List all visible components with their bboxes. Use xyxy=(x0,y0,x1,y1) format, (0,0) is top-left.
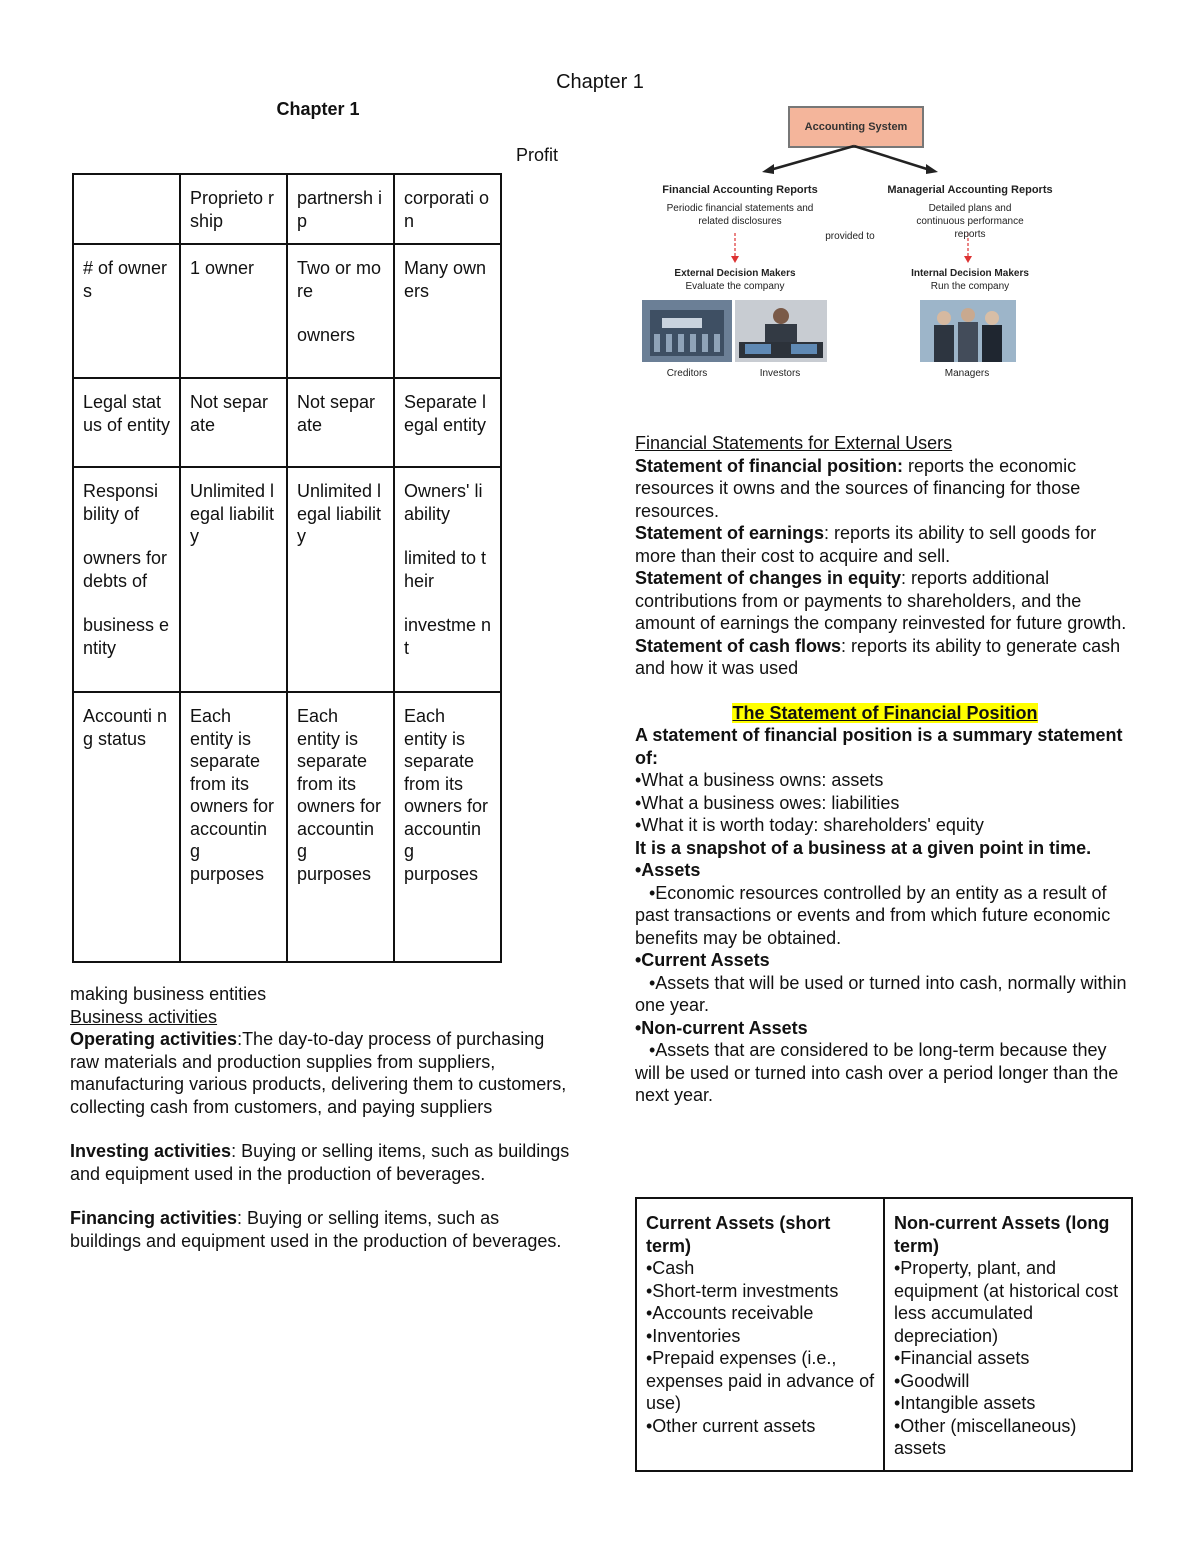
cell-text: Many owners xyxy=(404,258,487,301)
financing-text: : Buying or selling items, such as buildings and equipment used in the production of beverages. xyxy=(70,1208,562,1251)
list-item: •Other (miscellaneous) assets xyxy=(894,1415,1077,1458)
table-cell xyxy=(394,244,501,378)
cell-text: owners for debts of xyxy=(83,548,168,591)
bullet-item: •What a business owes: liabilities xyxy=(635,792,900,813)
managers-photo xyxy=(920,300,1016,362)
cell-text: Separate legal entity xyxy=(404,392,487,435)
operating-text: :The day-to-day process of purchasing raw materials and production supplies from suppliers, manufacturing various products, delivering them to customers, collecting cash from customers, and paying suppliers xyxy=(70,1029,567,1117)
entity-table xyxy=(72,173,502,963)
list-item: •Goodwill xyxy=(894,1370,970,1391)
intro-text: making business entities xyxy=(70,984,267,1004)
list-item: •Other current assets xyxy=(646,1415,816,1436)
table-cell xyxy=(73,174,180,244)
table-cell xyxy=(73,467,180,692)
list-item: •Intangible assets xyxy=(894,1393,1036,1413)
list-item: •Cash xyxy=(646,1258,695,1278)
business-activities-heading: Business activities xyxy=(70,1006,218,1027)
table-header-proprietorship: Proprieto rship xyxy=(180,174,287,244)
statement-paragraph xyxy=(635,635,1135,680)
noncurrent-assets-label: •Non-current Assets xyxy=(635,1017,808,1038)
cell-text: Two or more xyxy=(297,258,382,301)
cell-text: Each entity is separate from its owners for accountin g purposes xyxy=(297,706,382,884)
assets-table xyxy=(635,1197,1133,1472)
statement-label: Statement of financial position: xyxy=(635,455,904,476)
current-assets-title: Current Assets (short term) xyxy=(646,1213,831,1256)
cell-text: owners xyxy=(297,325,356,345)
bullet-item: •What a business owns: assets xyxy=(635,770,884,790)
table-cell xyxy=(287,467,394,692)
financial-reports-desc: Periodic financial statements and related disclosures xyxy=(666,203,814,227)
table-cell xyxy=(394,467,501,692)
current-assets-cell xyxy=(636,1198,884,1471)
creditors-photo xyxy=(642,300,732,362)
provided-to-label: provided to xyxy=(825,231,875,242)
investing-text: : Buying or selling items, such as buildings and equipment used in the production of beverages. xyxy=(70,1141,570,1184)
cell-text: Responsi bility of xyxy=(83,481,159,524)
managerial-reports-title: Managerial Accounting Reports xyxy=(887,184,1053,196)
external-decision-makers-desc: Evaluate the company xyxy=(685,281,785,292)
sfp-title-row xyxy=(635,702,1135,725)
table-row xyxy=(73,467,501,692)
external-decision-makers-title: External Decision Makers xyxy=(674,268,796,279)
assets-label: •Assets xyxy=(635,860,701,880)
list-item: •Inventories xyxy=(646,1325,741,1346)
table-cell xyxy=(180,378,287,467)
statement-label: Statement of changes in equity xyxy=(635,568,902,588)
table-row xyxy=(73,692,501,962)
operating-label: Operating activities xyxy=(70,1029,238,1049)
investing-paragraph xyxy=(70,1140,570,1185)
table-cell xyxy=(73,244,180,378)
chapter-subtitle: Chapter 1 xyxy=(276,99,360,119)
list-item: •Accounts receivable xyxy=(646,1303,814,1323)
snapshot-text: It is a snapshot of a business at a given point in time. xyxy=(635,837,1092,858)
table-header-partnership: partnersh ip xyxy=(287,174,394,244)
list-item: •Property, plant, and equipment (at historical cost less accumulated depreciation) xyxy=(894,1258,1119,1346)
cell-text: business entity xyxy=(83,615,170,658)
table-cell xyxy=(180,467,287,692)
noncurrent-assets-definition: •Assets that are considered to be long-term because they will be used or turned into cash over a period longer than the next year. xyxy=(635,1040,1119,1105)
table-cell xyxy=(73,378,180,467)
page-title: Chapter 1 xyxy=(556,71,644,93)
cell-text: Not separate xyxy=(297,392,376,435)
statement-label: Statement of cash flows xyxy=(635,635,842,656)
statement-paragraph xyxy=(635,455,1135,523)
table-cell xyxy=(287,244,394,378)
investing-label: Investing activities xyxy=(70,1141,232,1161)
investors-photo xyxy=(735,300,827,362)
noncurrent-assets-title: Non-current Assets (long term) xyxy=(894,1213,1110,1256)
table-row xyxy=(73,378,501,467)
cell-text: limited to their xyxy=(404,548,487,591)
table-cell xyxy=(180,692,287,962)
assets-definition: •Economic resources controlled by an entity as a result of past transactions or events and from which future economic benefits may be obtained. xyxy=(635,882,1111,948)
bullet-item: •What it is worth today: shareholders' equity xyxy=(635,815,984,835)
table-row xyxy=(73,244,501,378)
current-assets-definition: •Assets that will be used or turned into cash, normally within one year. xyxy=(635,972,1127,1015)
business-activities-section xyxy=(70,983,570,1252)
table-cell xyxy=(73,692,180,962)
cell-text: investme nt xyxy=(404,615,492,658)
cell-text: Each entity is separate from its owners for accountin g purposes xyxy=(190,706,275,884)
statement-text: : reports its ability to sell goods for more than their cost to acquire and sell. xyxy=(635,523,1097,566)
table-row xyxy=(636,1198,1132,1471)
table-header-corporation: corporati on xyxy=(394,174,501,244)
statement-label: Statement of earnings xyxy=(635,523,825,543)
managerial-reports-desc: Detailed plans and continuous performance reports xyxy=(916,203,1024,240)
creditors-label: Creditors xyxy=(666,368,708,379)
accounting-system-diagram xyxy=(640,100,1070,385)
internal-decision-makers-title: Internal Decision Makers xyxy=(911,268,1029,279)
table-row xyxy=(73,174,501,244)
financial-statements-section xyxy=(635,432,1135,1107)
internal-decision-makers-desc: Run the company xyxy=(930,281,1010,292)
current-assets-label: •Current Assets xyxy=(635,950,770,970)
financing-label: Financing activities xyxy=(70,1208,238,1228)
noncurrent-assets-cell xyxy=(884,1198,1132,1471)
accounting-system-box: Accounting System xyxy=(788,106,924,148)
managers-label: Managers xyxy=(944,368,990,379)
list-item: •Prepaid expenses (i.e., expenses paid in advance of use) xyxy=(646,1348,875,1413)
list-item: •Short-term investments xyxy=(646,1280,839,1301)
sfp-title: The Statement of Financial Position xyxy=(732,702,1038,723)
list-item: •Financial assets xyxy=(894,1348,1030,1368)
table-cell xyxy=(287,378,394,467)
cell-text: Each entity is separate from its owners for accountin g purposes xyxy=(404,706,489,884)
cell-text: # of owners xyxy=(83,258,168,301)
external-users-heading: Financial Statements for External Users xyxy=(635,433,953,453)
operating-paragraph xyxy=(70,1028,570,1118)
financial-reports-title: Financial Accounting Reports xyxy=(662,184,818,196)
table-cell xyxy=(394,692,501,962)
table-cell xyxy=(394,378,501,467)
cell-text: Accounti ng status xyxy=(83,706,168,749)
statement-text: : reports additional contributions from or payments to shareholders, and the amount of earnings the company reinvested for future growth. xyxy=(635,568,1127,633)
profit-label: Profit xyxy=(516,145,559,165)
statement-text: : reports its ability to generate cash and how it was used xyxy=(635,635,1121,678)
investors-label: Investors xyxy=(759,368,801,379)
table-cell xyxy=(287,692,394,962)
financing-paragraph xyxy=(70,1207,570,1252)
cell-text: 1 owner xyxy=(190,258,255,278)
table-cell xyxy=(180,244,287,378)
sfp-intro: A statement of financial position is a summary statement of: xyxy=(635,725,1123,768)
statement-paragraph xyxy=(635,522,1135,567)
cell-text: Owners' liability xyxy=(404,481,483,524)
statement-paragraph xyxy=(635,567,1135,635)
cell-text: Unlimited legal liability xyxy=(190,481,275,546)
statement-text: reports the economic resources it owns and the sources of financing for those resources. xyxy=(635,455,1081,521)
cell-text: Not separate xyxy=(190,392,269,435)
cell-text: Legal status of entity xyxy=(83,392,171,435)
cell-text: Unlimited legal liability xyxy=(297,481,382,546)
